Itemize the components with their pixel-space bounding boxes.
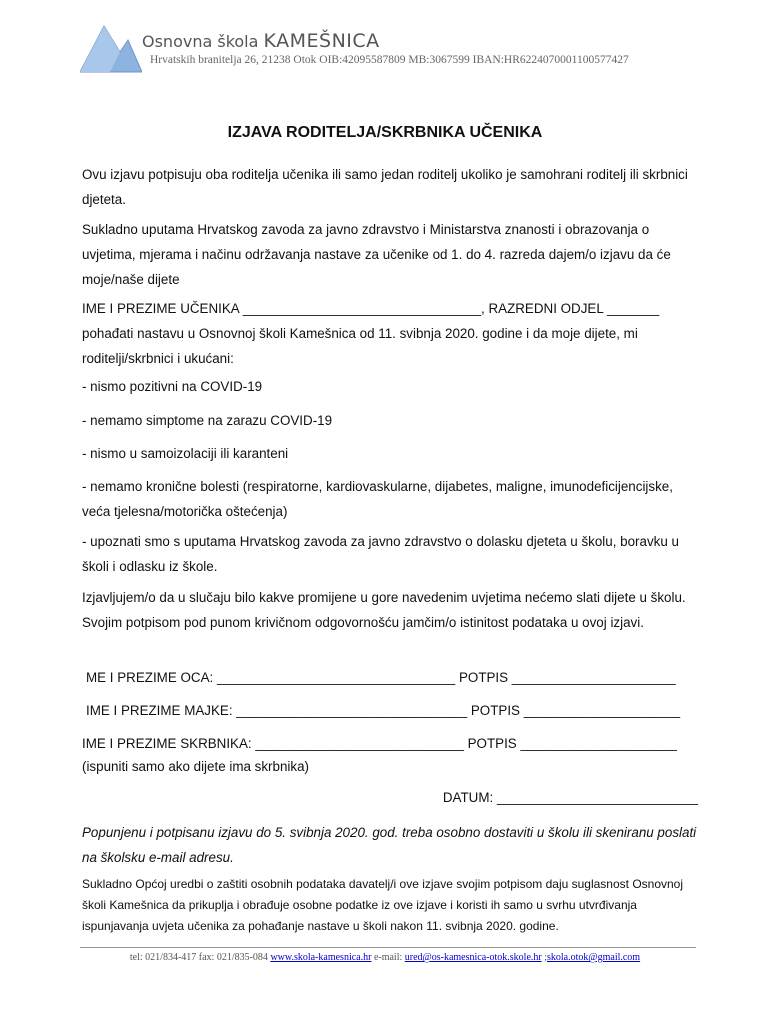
list-item: - upoznati smo s uputama Hrvatskog zavoda za javno zdravstvo o dolasku djeteta u školu, boravku u školi i odlasku iz škole. xyxy=(82,534,679,574)
school-name-main: KAMEŠNICA xyxy=(263,30,380,52)
school-name xyxy=(142,30,380,52)
document-title: IZJAVA RODITELJA/SKRBNIKA UČENIKA xyxy=(227,124,543,141)
gdpr-note: Sukladno Općoj uredbi o zaštiti osobnih podataka davatelj/i ove izjave svojim potpisom daju suglasnost Osnovnoj školi Kamešnica da prikuplja i obrađuje osobne podatke iz ove izjave i koristi ih samo u svrhu utvrđivanja ispunjavanja uvjeta učenika za pohađanje nastave u školi nakon 11. svibnja 2020. godine. xyxy=(82,877,684,933)
instructions-paragraph: Sukladno uputama Hrvatskog zavoda za javno zdravstvo i Ministarstva znanosti i obrazovanja o uvjetima, mjerama i načinu održavanja nastave za učenike od 1. do 4. razreda dajem/o izjavu da će moje/naše dijete xyxy=(82,222,671,287)
list-item: - nismo pozitivni na COVID-19 xyxy=(82,379,263,394)
footer-email-separator: ; xyxy=(541,952,547,963)
email-link-gmail[interactable]: skola.otok@gmail.com xyxy=(547,952,641,963)
guardian-signature-line: IME I PREZIME SKRBNIKA: ____________________________ POTPIS _____________________ xyxy=(82,736,677,751)
website-link[interactable]: www.skola-kamesnica.hr xyxy=(270,952,372,963)
footer-phone-fax: tel: 021/834-417 fax: 021/835-084 xyxy=(129,952,271,963)
guardian-note: (ispuniti samo ako dijete ima skrbnika) xyxy=(82,759,309,774)
declaration-paragraph: Izjavljujem/o da u slučaju bilo kakve promijene u gore navedenim uvjetima nećemo slati dijete u školu. Svojim potpisom pod punom krivičnom odgovornošću jamčim/o istinitost podataka u ovoj izjavi. xyxy=(82,590,686,630)
footer-email-label: e-mail: xyxy=(373,952,405,963)
deadline-note: Popunjenu i potpisanu izjavu do 5. svibnja 2020. god. treba osobno dostaviti u školu ili skeniranu poslati na školsku e-mail adresu. xyxy=(82,825,697,865)
school-address: Hrvatskih branitelja 26, 21238 Otok OIB:42095587809 MB:3067599 IBAN:HR6224070001100577427 xyxy=(150,54,629,66)
father-signature-line: ME I PREZIME OCA: ________________________________ POTPIS ______________________ xyxy=(86,670,676,685)
mother-signature-line: IME I PREZIME MAJKE: _______________________________ POTPIS _____________________ xyxy=(86,703,681,718)
list-item: - nemamo simptome na zarazu COVID-19 xyxy=(82,413,333,428)
school-logo-mountain-icon xyxy=(80,24,142,74)
email-link-ured[interactable]: ured@os-kamesnica-otok.skole.hr xyxy=(404,952,542,963)
list-item: - nemamo kronične bolesti (respiratorne, kardiovaskularne, dijabetes, maligne, imunodeficijencijske, veća tjelesna/motorička oštećenja) xyxy=(82,479,673,519)
footer-contact xyxy=(0,952,770,963)
student-name-line: IME I PREZIME UČENIKA ________________________________, RAZREDNI ODJEL _______ pohađati nastavu u Osnovnoj školi Kamešnica od 11. svibnja 2020. godine i da moje dijete, mi roditelji/skrbnici i ukućani: xyxy=(82,301,660,366)
list-item: - nismo u samoizolaciji ili karanteni xyxy=(82,446,289,461)
school-prefix: Osnovna škola xyxy=(142,32,264,51)
intro-paragraph: Ovu izjavu potpisuju oba roditelja učenika ili samo jedan roditelj ukoliko je samohrani roditelj ili skrbnici djeteta. xyxy=(82,167,688,207)
date-line: DATUM: ___________________________ xyxy=(442,790,698,805)
footer-divider xyxy=(80,947,696,948)
